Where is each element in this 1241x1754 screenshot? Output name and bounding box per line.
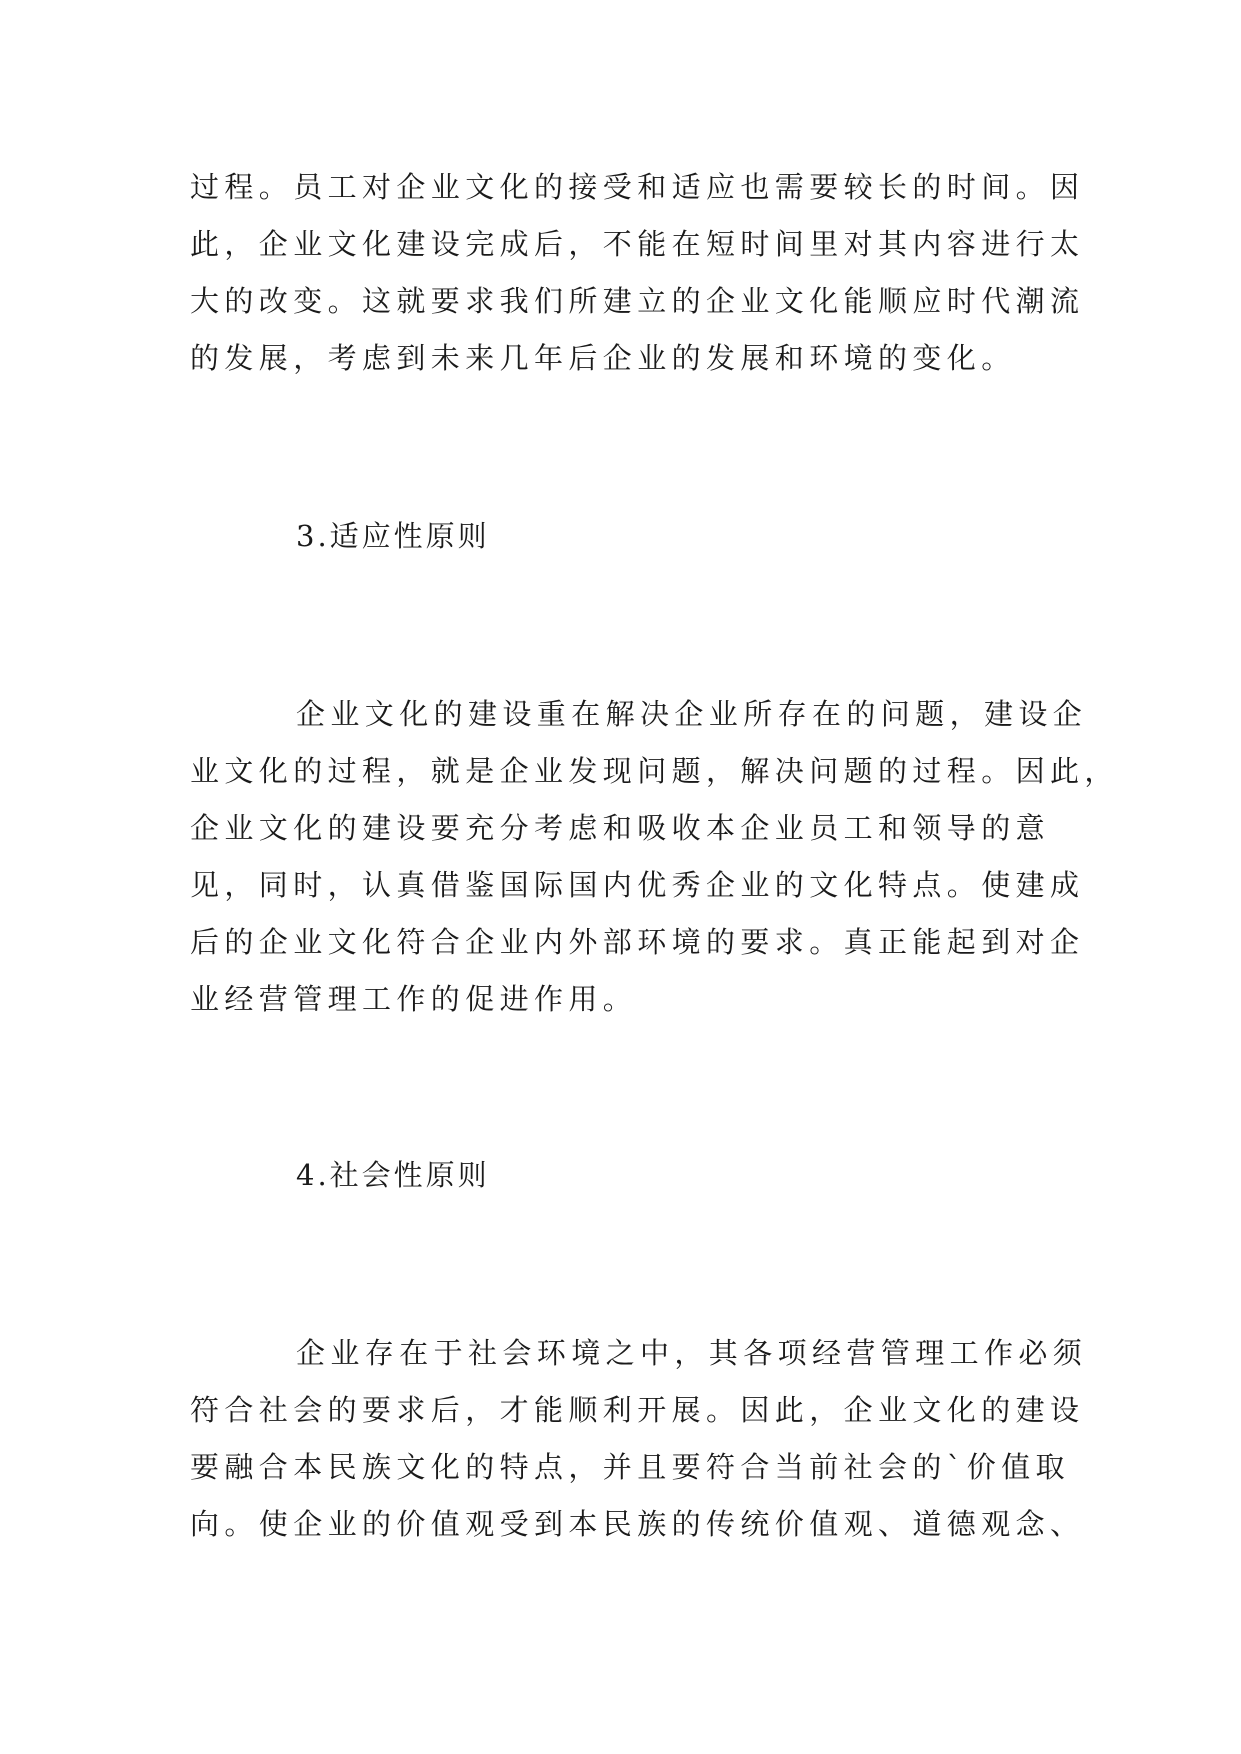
paragraph-line: 此，企业文化建设完成后，不能在短时间里对其内容进行太 [190,227,1085,261]
paragraph-line: 企业存在于社会环境之中，其各项经营管理工作必须 [296,1336,1088,1370]
paragraph-3 [190,1325,1088,1553]
paragraph-line: 过程。员工对企业文化的接受和适应也需要较长的时间。因 [190,170,1085,204]
paragraph-line: 业经营管理工作的促进作用。 [190,982,638,1016]
paragraph-line: 的发展，考虑到未来几年后企业的发展和环境的变化。 [190,341,1016,375]
paragraph-line: 企业文化的建设要充分考虑和吸收本企业员工和领导的意 [190,811,1051,845]
section-heading-3: 3.适应性原则 [296,519,490,553]
paragraph-line: 符合社会的要求后，才能顺利开展。因此，企业文化的建设 [190,1393,1085,1427]
paragraph-line: 大的改变。这就要求我们所建立的企业文化能顺应时代潮流 [190,284,1085,318]
paragraph-line: 业文化的过程，就是企业发现问题，解决问题的过程。因此， [190,754,1119,788]
paragraph-line: 向。使企业的价值观受到本民族的传统价值观、道德观念、 [190,1507,1085,1541]
section-heading-4: 4.社会性原则 [296,1158,490,1192]
paragraph-line: 见，同时，认真借鉴国际国内优秀企业的文化特点。使建成 [190,868,1085,902]
paragraph-line: 企业文化的建设重在解决企业所存在的问题，建设企 [296,697,1088,731]
paragraph-line: 要融合本民族文化的特点，并且要符合当前社会的`价值取 [190,1450,1070,1484]
paragraph-2 [190,686,1119,1028]
paragraph-line: 后的企业文化符合企业内外部环境的要求。真正能起到对企 [190,925,1085,959]
paragraph-1 [190,159,1085,387]
